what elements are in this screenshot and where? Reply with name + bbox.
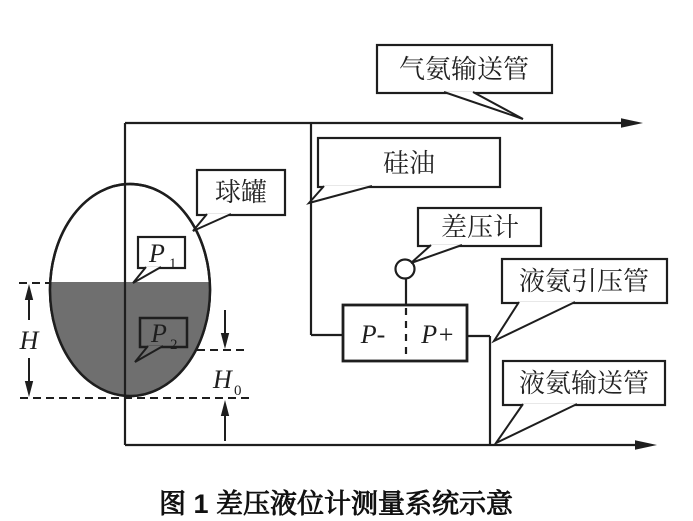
callout-impulse-pipe-tail-icon [494, 302, 575, 341]
callout-dp-gauge-label: 差压计 [440, 212, 520, 242]
p2-label: P [151, 319, 167, 348]
callout-sphere-tank-tail-icon [193, 214, 231, 231]
figure-caption: 图 1 差压液位计测量系统示意 [158, 489, 514, 519]
dp-gauge-symbol [396, 260, 415, 307]
callout-silicone-oil [309, 138, 500, 203]
callout-sphere-tank-label: 球罐 [214, 177, 268, 207]
liquid-ammonia-pipe-arrowhead-icon [635, 440, 657, 450]
callout-gas-ammonia-pipe [377, 45, 552, 119]
callout-dp-gauge-tail-icon [411, 245, 462, 263]
callout-sphere-tank [193, 170, 285, 231]
p-plus-label: P+ [421, 320, 455, 349]
callout-dp-gauge [411, 208, 541, 263]
h0-subscript: 0 [234, 383, 242, 399]
callout-gas-ammonia-label: 气氨输送管 [398, 54, 530, 84]
callout-impulse-pipe-label: 液氨引压管 [518, 266, 650, 296]
h-label: H [19, 326, 39, 355]
h0-down-arrowhead-icon [221, 333, 229, 349]
h0-label: H [213, 365, 232, 394]
p2-subscript: 2 [170, 337, 178, 353]
callout-impulse-pipe [494, 259, 667, 341]
callout-silicone-oil-tail-icon [309, 186, 372, 203]
p1-subscript: 1 [169, 256, 177, 272]
callout-liquid-ammonia-label: 液氨输送管 [518, 368, 650, 398]
h-dim-down-arrowhead-icon [25, 381, 33, 397]
sphere-tank [50, 184, 210, 398]
callout-liquid-ammonia-pipe [496, 361, 665, 443]
callout-silicone-oil-label: 硅油 [382, 148, 436, 178]
callout-gas-ammonia-tail-icon [444, 92, 523, 119]
callout-liquid-ammonia-tail-icon [496, 404, 577, 443]
p-minus-label: P- [360, 320, 386, 349]
h0-up-arrowhead-icon [221, 400, 229, 416]
gas-ammonia-pipe-arrowhead-icon [621, 118, 643, 128]
p1-label: P [149, 239, 165, 268]
h-dim-up-arrowhead-icon [25, 284, 33, 300]
dp-transmitter [343, 305, 467, 361]
